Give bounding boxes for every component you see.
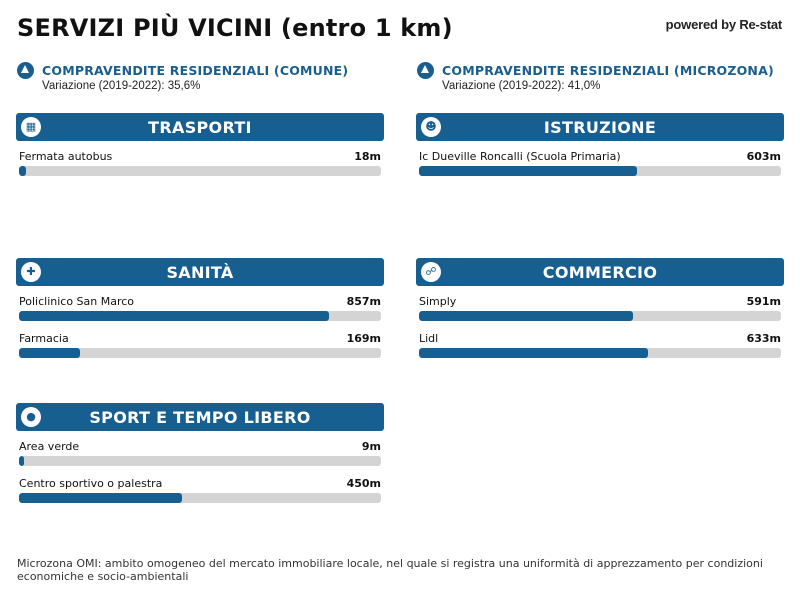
list-item: [419, 149, 781, 176]
stat-subtitle: Variazione (2019-2022): 41,0%: [442, 80, 601, 92]
distance-bar: [19, 166, 381, 176]
bus-stop-icon: ▦: [21, 117, 41, 137]
distance-bar: [419, 166, 781, 176]
card-title: SPORT E TEMPO LIBERO: [89, 407, 311, 427]
distance-bar-fill: [419, 166, 637, 176]
distance-bar: [419, 311, 781, 321]
stat-title: COMPRAVENDITE RESIDENZIALI (COMUNE): [42, 63, 349, 78]
card-title: ISTRUZIONE: [543, 117, 657, 137]
card-header: [416, 258, 784, 286]
card-header: [416, 113, 784, 141]
card-header: [16, 403, 384, 431]
distance-bar: [19, 348, 381, 358]
list-item: [19, 476, 381, 503]
item-distance: 633m: [746, 332, 781, 345]
list-item: [419, 294, 781, 321]
distance-bar-fill: [19, 493, 182, 503]
item-name: Centro sportivo o palestra: [19, 477, 163, 490]
card-trasporti: [16, 113, 384, 176]
item-distance: 591m: [746, 295, 781, 308]
distance-bar-fill: [19, 348, 80, 358]
item-name: Simply: [419, 295, 457, 308]
item-name: Farmacia: [19, 332, 69, 345]
item-name: Lidl: [419, 332, 439, 345]
distance-bar-fill: [419, 348, 648, 358]
footnote: Microzona OMI: ambito omogeneo del mercato immobiliare locale, nel quale si registra una uniformità di apprezzamento per condizioni economiche e socio-ambientali: [17, 557, 763, 583]
card-commercio: [416, 258, 784, 358]
list-item: [19, 149, 381, 176]
item-name: Ic Dueville Roncalli (Scuola Primaria): [419, 150, 621, 163]
item-distance: 603m: [746, 150, 781, 163]
item-distance: 18m: [354, 150, 381, 163]
ball-icon: ●: [21, 407, 41, 427]
item-name: Fermata autobus: [19, 150, 113, 163]
card-title: TRASPORTI: [148, 117, 252, 137]
distance-bar: [19, 311, 381, 321]
distance-bar-fill: [19, 311, 329, 321]
stat-comune: [17, 62, 348, 92]
item-distance: 450m: [346, 477, 381, 490]
card-header: [16, 113, 384, 141]
student-icon: ☻: [421, 117, 441, 137]
powered-by-logo[interactable]: powered by Re-stat: [665, 17, 782, 32]
item-distance: 169m: [346, 332, 381, 345]
card-sanita: [16, 258, 384, 358]
page-title: SERVIZI PIÙ VICINI (entro 1 km): [17, 14, 453, 42]
list-item: [19, 331, 381, 358]
stat-title: COMPRAVENDITE RESIDENZIALI (MICROZONA): [442, 63, 774, 78]
distance-bar: [19, 456, 381, 466]
card-title: COMMERCIO: [542, 262, 658, 282]
hospital-icon: ✚: [21, 262, 41, 282]
item-distance: 857m: [346, 295, 381, 308]
triangle-up-icon: [417, 62, 434, 79]
list-item: [19, 294, 381, 321]
item-name: Policlinico San Marco: [19, 295, 135, 308]
distance-bar: [419, 348, 781, 358]
distance-bar-fill: [19, 456, 24, 466]
card-title: SANITÀ: [166, 262, 234, 282]
item-name: Area verde: [19, 440, 80, 453]
distance-bar-fill: [419, 311, 633, 321]
card-header: [16, 258, 384, 286]
list-item: [419, 331, 781, 358]
distance-bar: [19, 493, 381, 503]
stat-subtitle: Variazione (2019-2022): 35,6%: [42, 80, 201, 92]
stat-microzona: [417, 62, 774, 92]
triangle-up-icon: [17, 62, 34, 79]
shopping-cart-icon: ☍: [421, 262, 441, 282]
list-item: [19, 439, 381, 466]
item-distance: 9m: [361, 440, 381, 453]
card-sport: [16, 403, 384, 503]
distance-bar-fill: [19, 166, 26, 176]
card-istruzione: [416, 113, 784, 176]
